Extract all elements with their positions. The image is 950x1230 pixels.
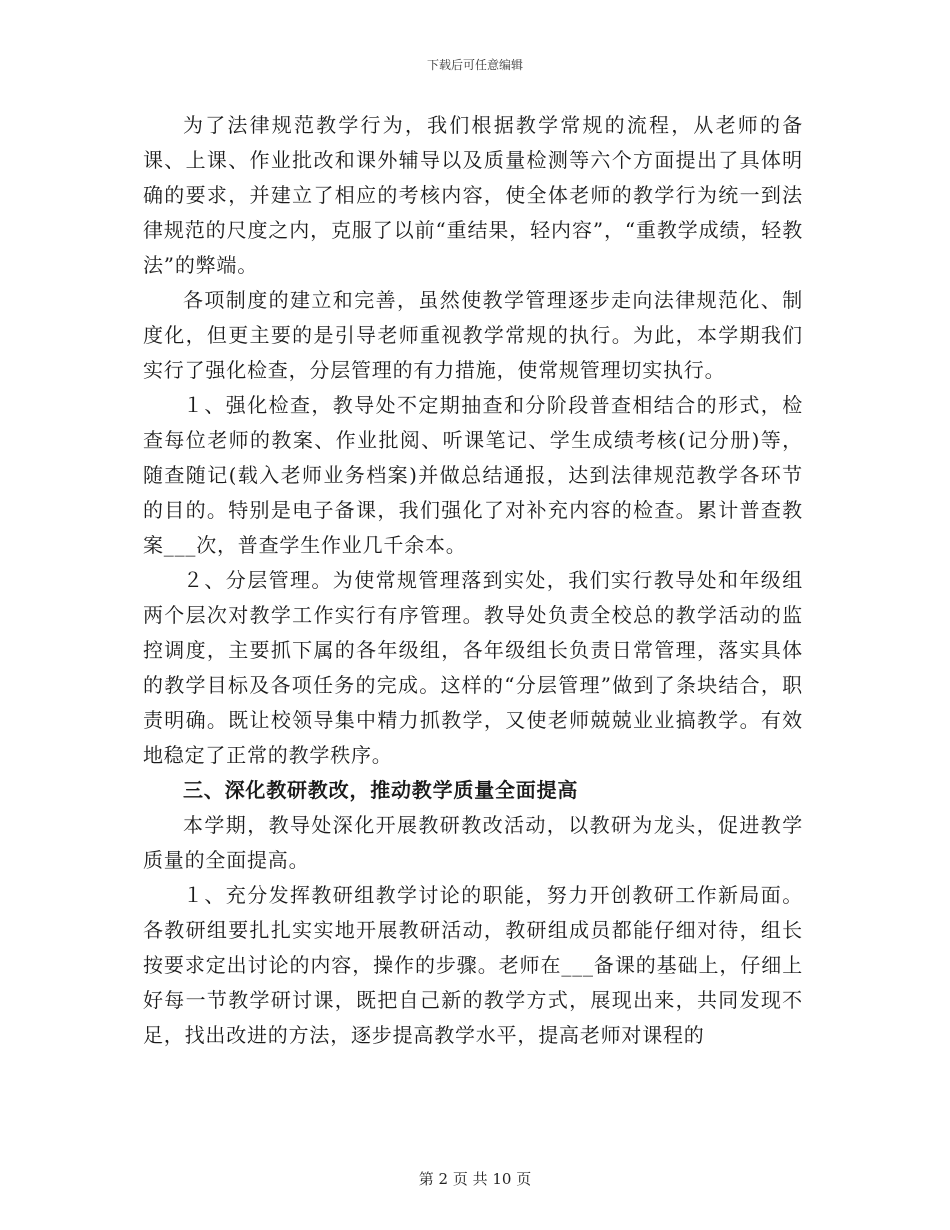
paragraph-strengthen-inspection: １、强化检查，教导处不定期抽查和分阶段普查相结合的形式，检查每位老师的教案、作业批阅、听课笔记、学生成绩考核(记分册)等，随查随记(载入老师业务档案)并做总结通报，达到法律规范教学各环节的目的。特别是电子备课，我们强化了对补充内容的检查。累计普查教案___次，普查学生作业几千余本。 [143, 393, 803, 557]
section-heading-3: 三、深化教研教改，推动教学质量全面提高 [183, 778, 579, 802]
page-number: 第 2 页 共 10 页 [418, 1170, 532, 1188]
document-body [143, 108, 803, 1053]
page-header-note: 下载后可任意编辑 [426, 58, 523, 72]
paragraph-layered-management: ２、分层管理。为使常规管理落到实处，我们实行教导处和年级组两个层次对教学工作实行有序管理。教导处负责全校总的教学活动的监控调度，主要抓下属的各年级组，各年级组长负责日常管理，落实具体的教学目标及各项任务的完成。这样的“分层管理”做到了条块结合，职责明确。既让校领导集中精力抓教学，又使老师兢兢业业搞教学。有效地稳定了正常的教学秩序。 [143, 568, 803, 767]
paragraph-system-building: 各项制度的建立和完善，虽然使教学管理逐步走向法律规范化、制度化，但更主要的是引导老师重视教学常规的执行。为此，本学期我们实行了强化检查，分层管理的有力措施，使常规管理切实执行。 [143, 288, 803, 382]
paragraph-teaching-research: 本学期，教导处深化开展教研教改活动，以教研为龙头，促进教学质量的全面提高。 [143, 813, 803, 872]
paragraph-research-groups: １、充分发挥教研组教学讨论的职能，努力开创教研工作新局面。各教研组要扎扎实实地开展教研活动，教研组成员都能仔细对待，组长按要求定出讨论的内容，操作的步骤。老师在___备课的基础上，仔细上好每一节教学研讨课，既把自己新的教学方式，展现出来，共同发现不足，找出改进的方法，逐步提高教学水平，提高老师对课程的 [143, 883, 803, 1047]
paragraph-standardize-teaching: 为了法律规范教学行为，我们根据教学常规的流程，从老师的备课、上课、作业批改和课外辅导以及质量检测等六个方面提出了具体明确的要求，并建立了相应的考核内容，使全体老师的教学行为统一到法律规范的尺度之内，克服了以前“重结果，轻内容”，“重教学成绩，轻教法”的弊端。 [143, 113, 803, 277]
